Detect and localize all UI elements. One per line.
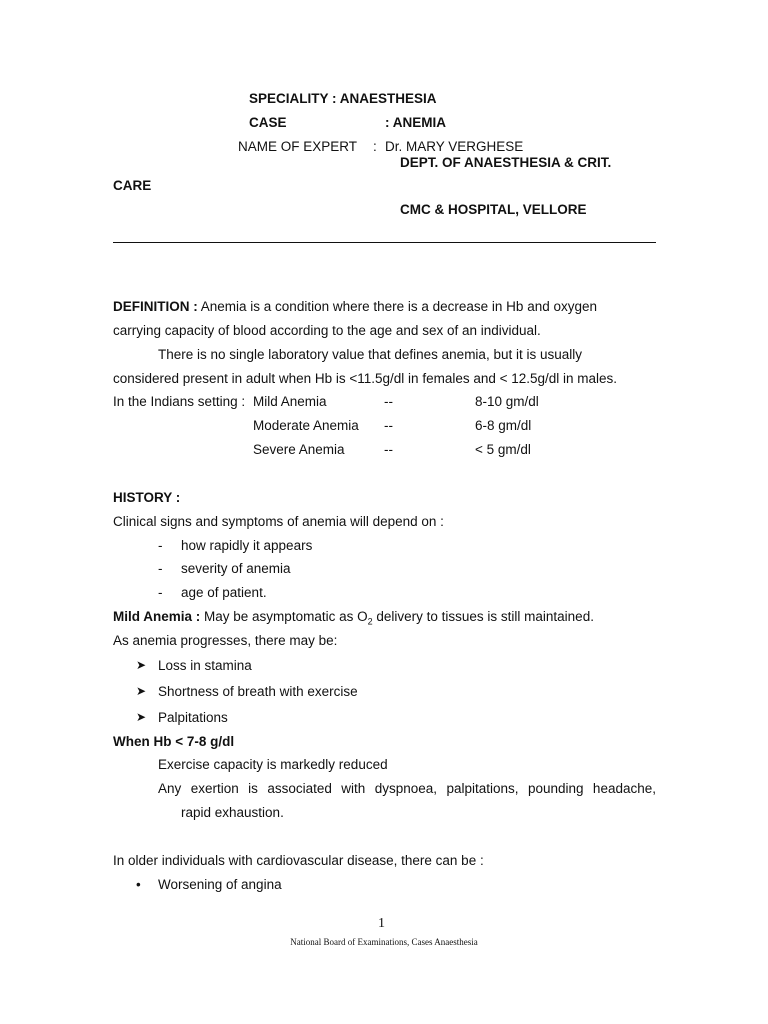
expert-colon: : [373, 139, 377, 154]
mild-anemia-text-b: delivery to tissues is still maintained. [372, 609, 594, 624]
older-intro: In older individuals with cardiovascular disease, there can be : [113, 853, 484, 868]
header-divider [113, 242, 656, 243]
indian-setting-label: In the Indians setting : [113, 394, 246, 409]
subscript-two: 2 [367, 616, 373, 627]
expert-label: NAME OF EXPERT [238, 139, 358, 154]
dash-bullet: - [158, 585, 163, 600]
footer-note: National Board of Examinations, Cases Anaesthesia [290, 937, 478, 947]
arrow-bullet-icon: ➤ [136, 684, 147, 698]
dash-bullet: - [158, 538, 163, 553]
grade-name: Moderate Anemia [253, 418, 359, 433]
case-label: CASE [249, 115, 287, 130]
page-number: 1 [378, 916, 385, 931]
case-value: : ANEMIA [385, 115, 446, 130]
definition-text: Anemia is a condition where there is a decrease in Hb and oxygen [200, 299, 597, 314]
progress-intro: As anemia progresses, there may be: [113, 633, 338, 648]
arrow-bullet-icon: ➤ [136, 658, 147, 672]
list-item: severity of anemia [181, 561, 291, 576]
mild-anemia-line [113, 608, 594, 631]
department-line: DEPT. OF ANAESTHESIA & CRIT. [400, 155, 612, 170]
list-item: Palpitations [158, 710, 228, 725]
list-item: Worsening of angina [158, 877, 282, 892]
grade-value: 8-10 gm/dl [475, 394, 539, 409]
round-bullet-icon: • [136, 877, 141, 892]
hospital-line: CMC & HOSPITAL, VELLORE [400, 202, 587, 217]
definition-line3: There is no single laboratory value that defines anemia, but it is usually [158, 347, 582, 362]
care-line: CARE [113, 178, 152, 193]
list-item: age of patient. [181, 585, 267, 600]
grade-value: 6-8 gm/dl [475, 418, 532, 433]
grade-dash: -- [384, 442, 393, 457]
arrow-bullet-icon: ➤ [136, 710, 147, 724]
grade-name: Severe Anemia [253, 442, 345, 457]
definition-line2: carrying capacity of blood according to the age and sex of an individual. [113, 323, 541, 338]
history-intro: Clinical signs and symptoms of anemia will depend on : [113, 514, 444, 529]
grade-value: < 5 gm/dl [475, 442, 531, 457]
grade-dash: -- [384, 418, 393, 433]
mild-anemia-label: Mild Anemia : [113, 609, 201, 624]
expert-name: Dr. MARY VERGHESE [385, 139, 524, 154]
list-item: how rapidly it appears [181, 538, 313, 553]
hb-line3: rapid exhaustion. [181, 805, 284, 820]
definition-paragraph-line1 [113, 298, 597, 315]
grade-name: Mild Anemia [253, 394, 327, 409]
list-item: Loss in stamina [158, 658, 252, 673]
history-heading: HISTORY : [113, 490, 181, 505]
hb-heading: When Hb < 7-8 g/dl [113, 734, 235, 749]
hb-line2: Any exertion is associated with dyspnoea, palpitations, pounding headache, [158, 781, 656, 796]
mild-anemia-text-a: May be asymptomatic as O [204, 609, 368, 624]
list-item: Shortness of breath with exercise [158, 684, 358, 699]
definition-line4: considered present in adult when Hb is <11.5g/dl in females and < 12.5g/dl in males. [113, 371, 618, 386]
speciality-line: SPECIALITY : ANAESTHESIA [249, 91, 437, 106]
hb-line1: Exercise capacity is markedly reduced [158, 757, 388, 772]
definition-heading: DEFINITION : [113, 299, 198, 314]
dash-bullet: - [158, 561, 163, 576]
grade-dash: -- [384, 394, 393, 409]
